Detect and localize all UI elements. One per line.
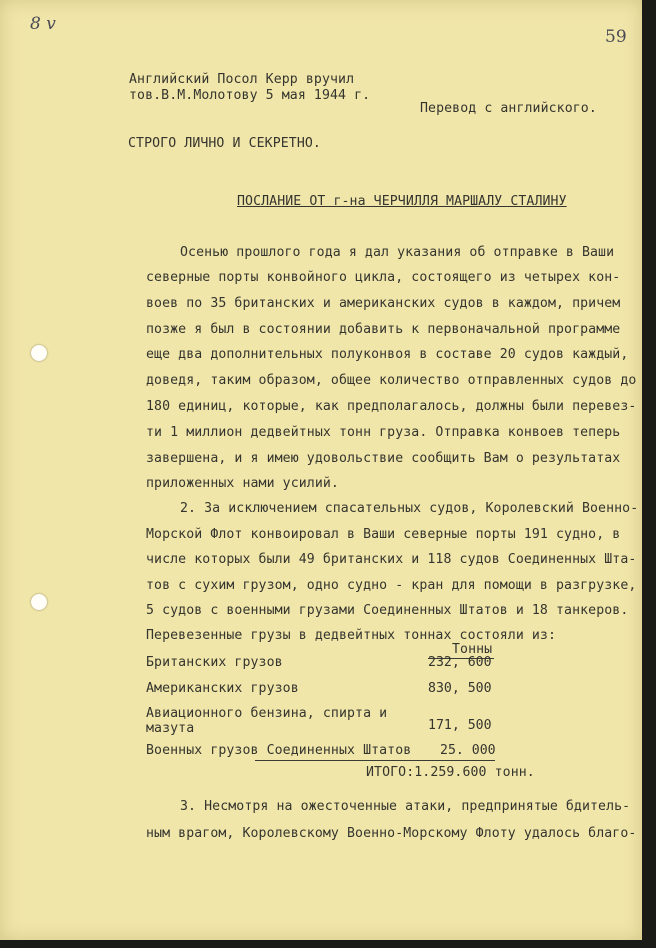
paragraph-line: доведя, таким образом, общее количество отправленных судов до: [146, 373, 637, 388]
paragraph-line: тов с сухим грузом, одно судно - кран для помощи в разгрузке,: [146, 578, 637, 593]
punch-hole-top: [31, 345, 47, 361]
paragraph-line: ти 1 миллион дедвейтных тонн груза. Отправка конвоев теперь: [146, 425, 621, 440]
cargo-row-value: 232, 600: [428, 655, 492, 670]
paragraph-line: северные порты конвойного цикла, состоящего из четырех кон-: [146, 270, 621, 285]
cargo-row-label: Британских грузов: [146, 655, 283, 670]
header-line-2: тов.В.М.Молотову 5 мая 1944 г.: [129, 88, 371, 103]
paragraph-line: числе которых были 49 британских и 118 судов Соединенных Шта-: [146, 552, 637, 567]
sum-underline: [255, 760, 495, 761]
paragraph-line: Осенью прошлого года я дал указания об отправке в Ваши: [180, 245, 615, 260]
punch-hole-bottom: [31, 594, 47, 610]
paragraph-line: 5 судов с военными грузами Соединенных Штатов и 18 танкеров.: [146, 603, 629, 618]
paragraph-line: 2. За исключением спасательных судов, Королевский Военно-: [180, 501, 639, 516]
translation-note: Перевод с английского.: [420, 101, 597, 116]
document-title: ПОСЛАНИЕ ОТ г-на ЧЕРЧИЛЛЯ МАРШАЛУ СТАЛИНУ: [237, 194, 567, 209]
cargo-row-label: Американских грузов: [146, 681, 299, 696]
header-line-1: Английский Посол Керр вручил: [129, 72, 355, 87]
cargo-row-value: 25. 000: [440, 743, 496, 758]
cargo-row-label: Авиационного бензина, спирта и: [146, 706, 388, 721]
paragraph-line: завершена, и я имею удовольствие сообщить Вам о результатах: [146, 451, 621, 466]
cargo-row-value: 171, 500: [428, 718, 492, 733]
paragraph-line: еще два дополнительных полуконвоя в составе 20 судов каждый,: [146, 347, 629, 362]
cargo-total: ИТОГО:1.259.600 тонн.: [366, 765, 535, 780]
cargo-row-label: Военных грузов Соединенных Штатов: [146, 743, 412, 758]
paragraph-line: 3. Несмотря на ожесточенные атаки, предпринятые бдитель-: [180, 799, 631, 814]
margin-mark: 8 v: [30, 14, 56, 34]
classification-line: СТРОГО ЛИЧНО И СЕКРЕТНО.: [128, 136, 321, 151]
paragraph-line: ным врагом, Королевскому Военно-Морскому Флоту удалось благо-: [146, 826, 637, 841]
unit-header: Тонны: [452, 642, 493, 657]
paragraph-line: Морской Флот конвоировал в Ваши северные порты 191 судно, в: [146, 527, 621, 542]
paragraph-line: 180 единиц, которые, как предполагалось, должны были перевез-: [146, 399, 637, 414]
page-number: 59: [605, 27, 627, 47]
paragraph-line: воев по 35 британских и американских судов в каждом, причем: [146, 296, 621, 311]
paragraph-line: позже я был в состоянии добавить к первоначальной программе: [146, 322, 621, 337]
cargo-row-value: 830, 500: [428, 681, 492, 696]
cargo-row-label-continuation: мазута: [146, 721, 195, 736]
paragraph-line: приложенных нами усилий.: [146, 476, 339, 491]
paragraph-line: Перевезенные грузы в дедвейтных тоннах состояли из:: [146, 628, 557, 643]
